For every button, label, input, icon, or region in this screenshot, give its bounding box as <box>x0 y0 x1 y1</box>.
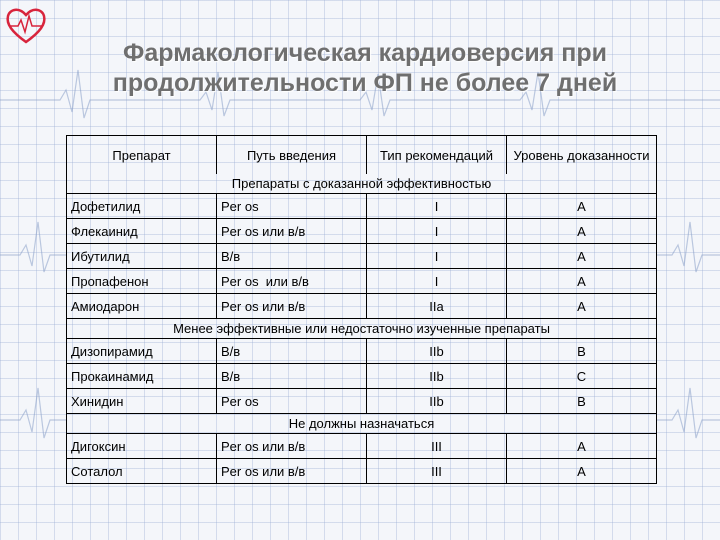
recommendation-cell: IIa <box>367 294 507 319</box>
drug-cell: Дофетилид <box>67 194 217 219</box>
recommendation-cell: I <box>367 244 507 269</box>
section-title: Препараты с доказанной эффективностью <box>67 174 657 194</box>
column-header: Тип рекомендаций <box>367 136 507 175</box>
table-row <box>67 219 657 244</box>
evidence-cell: B <box>507 339 657 364</box>
route-cell: Per os <box>217 389 367 414</box>
evidence-cell: C <box>507 364 657 389</box>
table-row <box>67 194 657 219</box>
evidence-cell: A <box>507 194 657 219</box>
drug-cell: Хинидин <box>67 389 217 414</box>
column-header: Путь введения <box>217 136 367 175</box>
route-cell: Per os или в/в <box>217 219 367 244</box>
table-row <box>67 364 657 389</box>
route-cell: Per os или в/в <box>217 269 367 294</box>
drug-cell: Пропафенон <box>67 269 217 294</box>
recommendation-cell: III <box>367 434 507 459</box>
section-row <box>67 319 657 339</box>
route-cell: Per os <box>217 194 367 219</box>
table-row <box>67 244 657 269</box>
table-row <box>67 389 657 414</box>
drug-cell: Соталол <box>67 459 217 484</box>
route-cell: В/в <box>217 364 367 389</box>
evidence-cell: A <box>507 294 657 319</box>
recommendation-cell: IIb <box>367 364 507 389</box>
evidence-cell: B <box>507 389 657 414</box>
drug-cell: Прокаинамид <box>67 364 217 389</box>
drug-cell: Флекаинид <box>67 219 217 244</box>
section-row <box>67 414 657 434</box>
drug-cell: Дизопирамид <box>67 339 217 364</box>
route-cell: В/в <box>217 339 367 364</box>
page-title-line-2: продолжительности ФП не более 7 дней <box>112 69 618 97</box>
evidence-cell: A <box>507 269 657 294</box>
table-row <box>67 294 657 319</box>
evidence-cell: A <box>507 219 657 244</box>
recommendation-cell: I <box>367 194 507 219</box>
page-title-line-1: Фармакологическая кардиоверсия при <box>123 39 607 67</box>
route-cell: Per os или в/в <box>217 459 367 484</box>
recommendation-cell: IIb <box>367 339 507 364</box>
recommendation-cell: I <box>367 269 507 294</box>
section-title: Менее эффективные или недостаточно изученные препараты <box>67 319 657 339</box>
column-header: Препарат <box>67 136 217 175</box>
section-title: Не должны назначаться <box>67 414 657 434</box>
recommendation-cell: III <box>367 459 507 484</box>
evidence-cell: A <box>507 244 657 269</box>
table-row <box>67 459 657 484</box>
table-row <box>67 269 657 294</box>
drug-cell: Дигоксин <box>67 434 217 459</box>
route-cell: Per os или в/в <box>217 294 367 319</box>
recommendation-cell: IIb <box>367 389 507 414</box>
drug-cell: Амиодарон <box>67 294 217 319</box>
page-title <box>40 38 690 98</box>
drug-table <box>66 135 657 484</box>
drug-cell: Ибутилид <box>67 244 217 269</box>
table-header-row <box>67 136 657 175</box>
route-cell: В/в <box>217 244 367 269</box>
column-header: Уровень доказанности <box>507 136 657 175</box>
section-row <box>67 174 657 194</box>
table-row <box>67 339 657 364</box>
evidence-cell: A <box>507 434 657 459</box>
table-row <box>67 434 657 459</box>
route-cell: Per os или в/в <box>217 434 367 459</box>
recommendation-cell: I <box>367 219 507 244</box>
evidence-cell: A <box>507 459 657 484</box>
